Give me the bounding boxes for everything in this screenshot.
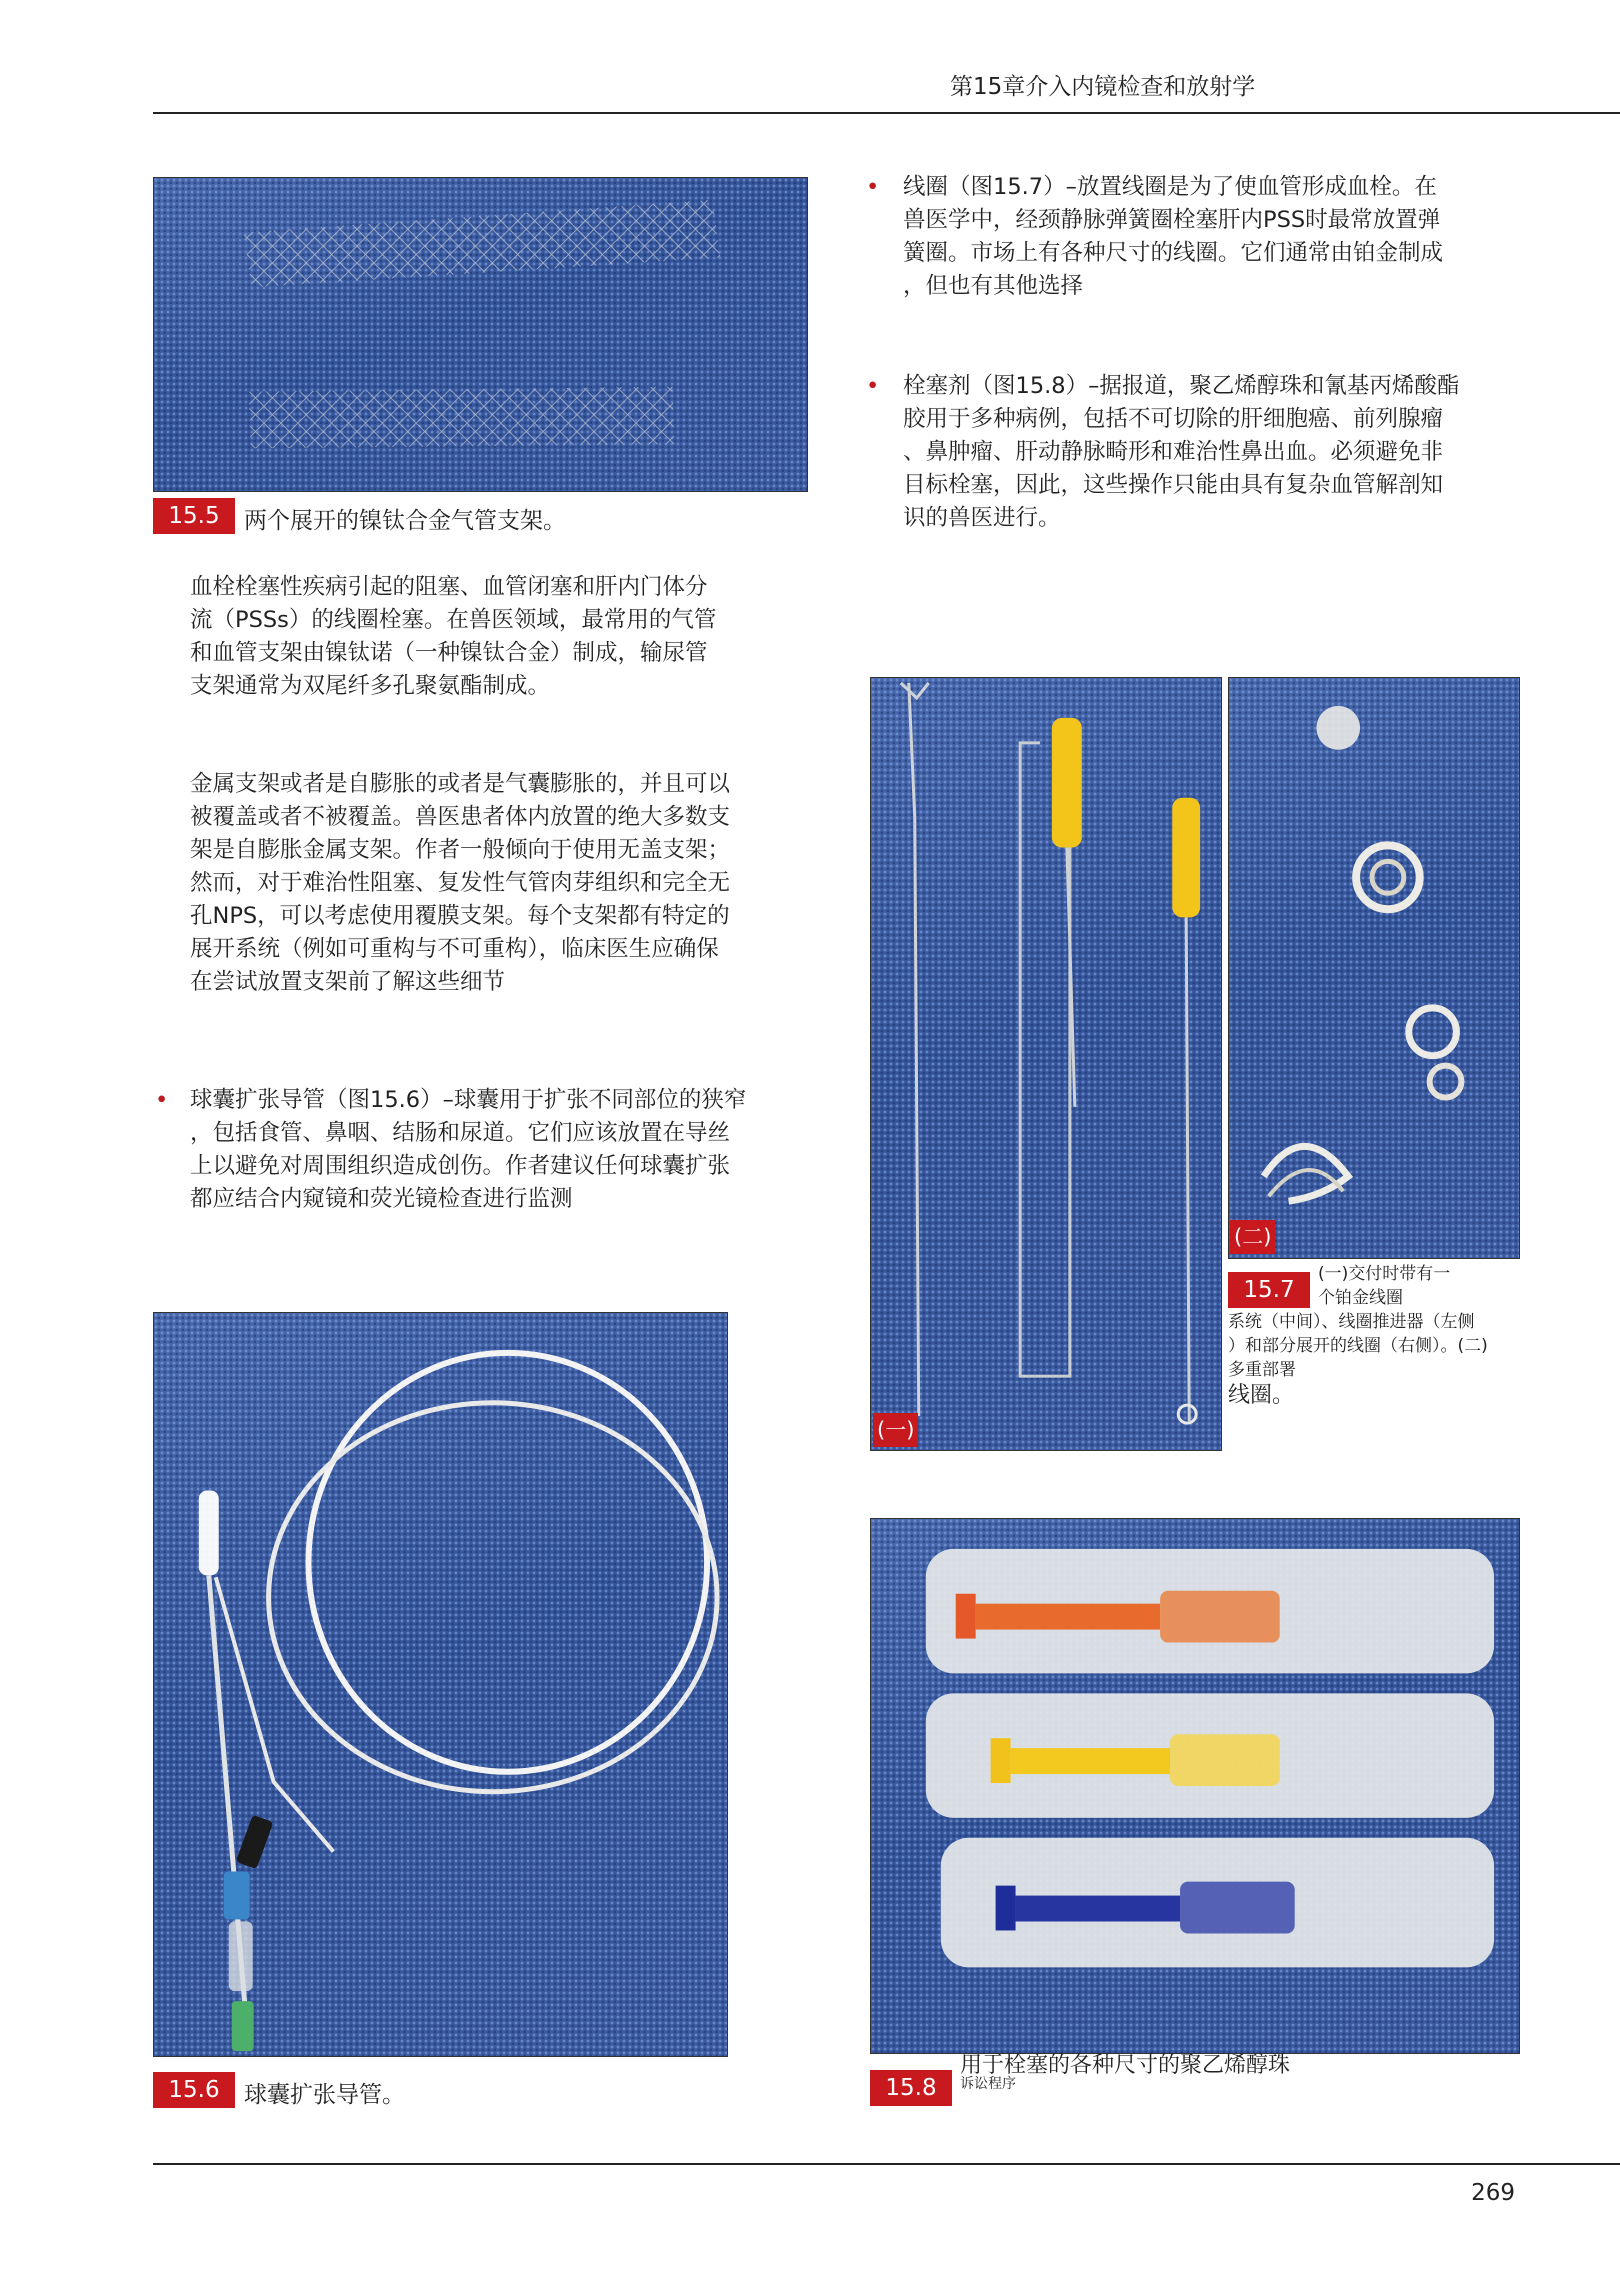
figure-15-7a-photo bbox=[870, 677, 1222, 1451]
text-line: 金属支架或者是自膨胀的或者是气囊膨胀的，并且可以 bbox=[190, 771, 731, 797]
text-line: ，但也有其他选择 bbox=[903, 273, 1084, 299]
figure-15-8-caption-line: 诉讼程序 bbox=[960, 2076, 1016, 2092]
figure-15-5-photo bbox=[153, 177, 808, 492]
figure-15-8-photo bbox=[870, 1518, 1520, 2054]
text-line: 胶用于多种病例，包括不可切除的肝细胞癌、前列腺瘤 bbox=[903, 406, 1444, 432]
figure-15-7-caption-line: 线圈。 bbox=[1228, 1383, 1295, 1408]
text-line: 然而，对于难治性阻塞、复发性气管肉芽组织和完全无 bbox=[190, 870, 731, 896]
figure-15-8-number: 15.8 bbox=[870, 2070, 952, 2106]
page-number: 269 bbox=[1471, 2180, 1515, 2206]
figure-15-6-photo bbox=[153, 1312, 728, 2057]
bullet-marker: • bbox=[866, 373, 880, 399]
text-line: 栓塞剂（图15.8）–据报道，聚乙烯醇珠和氰基丙烯酸酯 bbox=[903, 373, 1460, 399]
figure-15-7-caption-line: 系统（中间）、线圈推进器（左侧 bbox=[1228, 1312, 1475, 1332]
figure-15-5-number: 15.5 bbox=[153, 498, 235, 534]
figure-15-6-caption: 球囊扩张导管。 bbox=[244, 2082, 405, 2108]
figure-15-7-caption-line: (一)交付时带有一 bbox=[1318, 1264, 1451, 1284]
text-line: ，包括食管、鼻咽、结肠和尿道。它们应该放置在导丝 bbox=[190, 1120, 731, 1146]
text-line: 上以避免对周围组织造成创伤。作者建议任何球囊扩张 bbox=[190, 1153, 731, 1179]
bullet-embolic-agents bbox=[903, 370, 1523, 535]
text-line: 展开系统（例如可重构与不可重构），临床医生应确保 bbox=[190, 936, 719, 962]
paragraph-stent-types bbox=[190, 768, 810, 999]
bullet-balloon-catheter bbox=[190, 1084, 810, 1216]
bullet-marker: • bbox=[866, 174, 880, 200]
figure-15-6-number: 15.6 bbox=[153, 2072, 235, 2108]
figure-15-5-caption: 两个展开的镍钛合金气管支架。 bbox=[244, 508, 566, 534]
header-rule bbox=[153, 112, 1620, 114]
text-line: 在尝试放置支架前了解这些细节 bbox=[190, 969, 506, 995]
paragraph-stent-materials bbox=[190, 571, 810, 703]
text-line: 簧圈。市场上有各种尺寸的线圈。它们通常由铂金制成 bbox=[903, 240, 1444, 266]
running-header: 第15章介入内镜检查和放射学 bbox=[950, 74, 1256, 100]
text-line: 兽医学中，经颈静脉弹簧圈栓塞肝内PSS时最常放置弹 bbox=[903, 207, 1441, 233]
text-line: 都应结合内窥镜和荧光镜检查进行监测 bbox=[190, 1186, 573, 1212]
text-line: 血栓栓塞性疾病引起的阻塞、血管闭塞和肝内门体分 bbox=[190, 574, 708, 600]
figure-15-7-caption-line: ）和部分展开的线圈（右侧）。(二) bbox=[1228, 1336, 1488, 1356]
bullet-coils bbox=[903, 171, 1523, 303]
figure-15-7-caption-line: 个铂金线圈 bbox=[1318, 1288, 1403, 1308]
text-line: 球囊扩张导管（图15.6）–球囊用于扩张不同部位的狭窄 bbox=[190, 1087, 747, 1113]
text-line: 、鼻肿瘤、肝动静脉畸形和难治性鼻出血。必须避免非 bbox=[903, 439, 1444, 465]
figure-15-7-panel-a-label: (一) bbox=[873, 1413, 918, 1447]
footer-rule bbox=[153, 2163, 1620, 2165]
text-line: 被覆盖或者不被覆盖。兽医患者体内放置的绝大多数支 bbox=[190, 804, 731, 830]
figure-15-7b-photo bbox=[1228, 677, 1520, 1259]
figure-15-7-caption-line: 多重部署 bbox=[1228, 1360, 1296, 1380]
figure-15-7-panel-b-label: (二) bbox=[1230, 1220, 1275, 1254]
text-line: 线圈（图15.7）–放置线圈是为了使血管形成血栓。在 bbox=[903, 174, 1437, 200]
text-line: 流（PSSs）的线圈栓塞。在兽医领域，最常用的气管 bbox=[190, 607, 717, 633]
figure-15-8-caption-line: 用于栓塞的各种尺寸的聚乙烯醇珠 bbox=[960, 2053, 1291, 2078]
text-line: 架是自膨胀金属支架。作者一般倾向于使用无盖支架； bbox=[190, 837, 731, 863]
text-line: 目标栓塞，因此，这些操作只能由具有复杂血管解剖知 bbox=[903, 472, 1444, 498]
bullet-marker: • bbox=[155, 1087, 169, 1113]
text-line: 和血管支架由镍钛诺（一种镍钛合金）制成，输尿管 bbox=[190, 640, 708, 666]
text-line: 支架通常为双尾纤多孔聚氨酯制成。 bbox=[190, 673, 551, 699]
text-line: 识的兽医进行。 bbox=[903, 505, 1061, 531]
text-line: 孔NPS，可以考虑使用覆膜支架。每个支架都有特定的 bbox=[190, 903, 730, 929]
figure-15-7-number: 15.7 bbox=[1228, 1272, 1310, 1308]
